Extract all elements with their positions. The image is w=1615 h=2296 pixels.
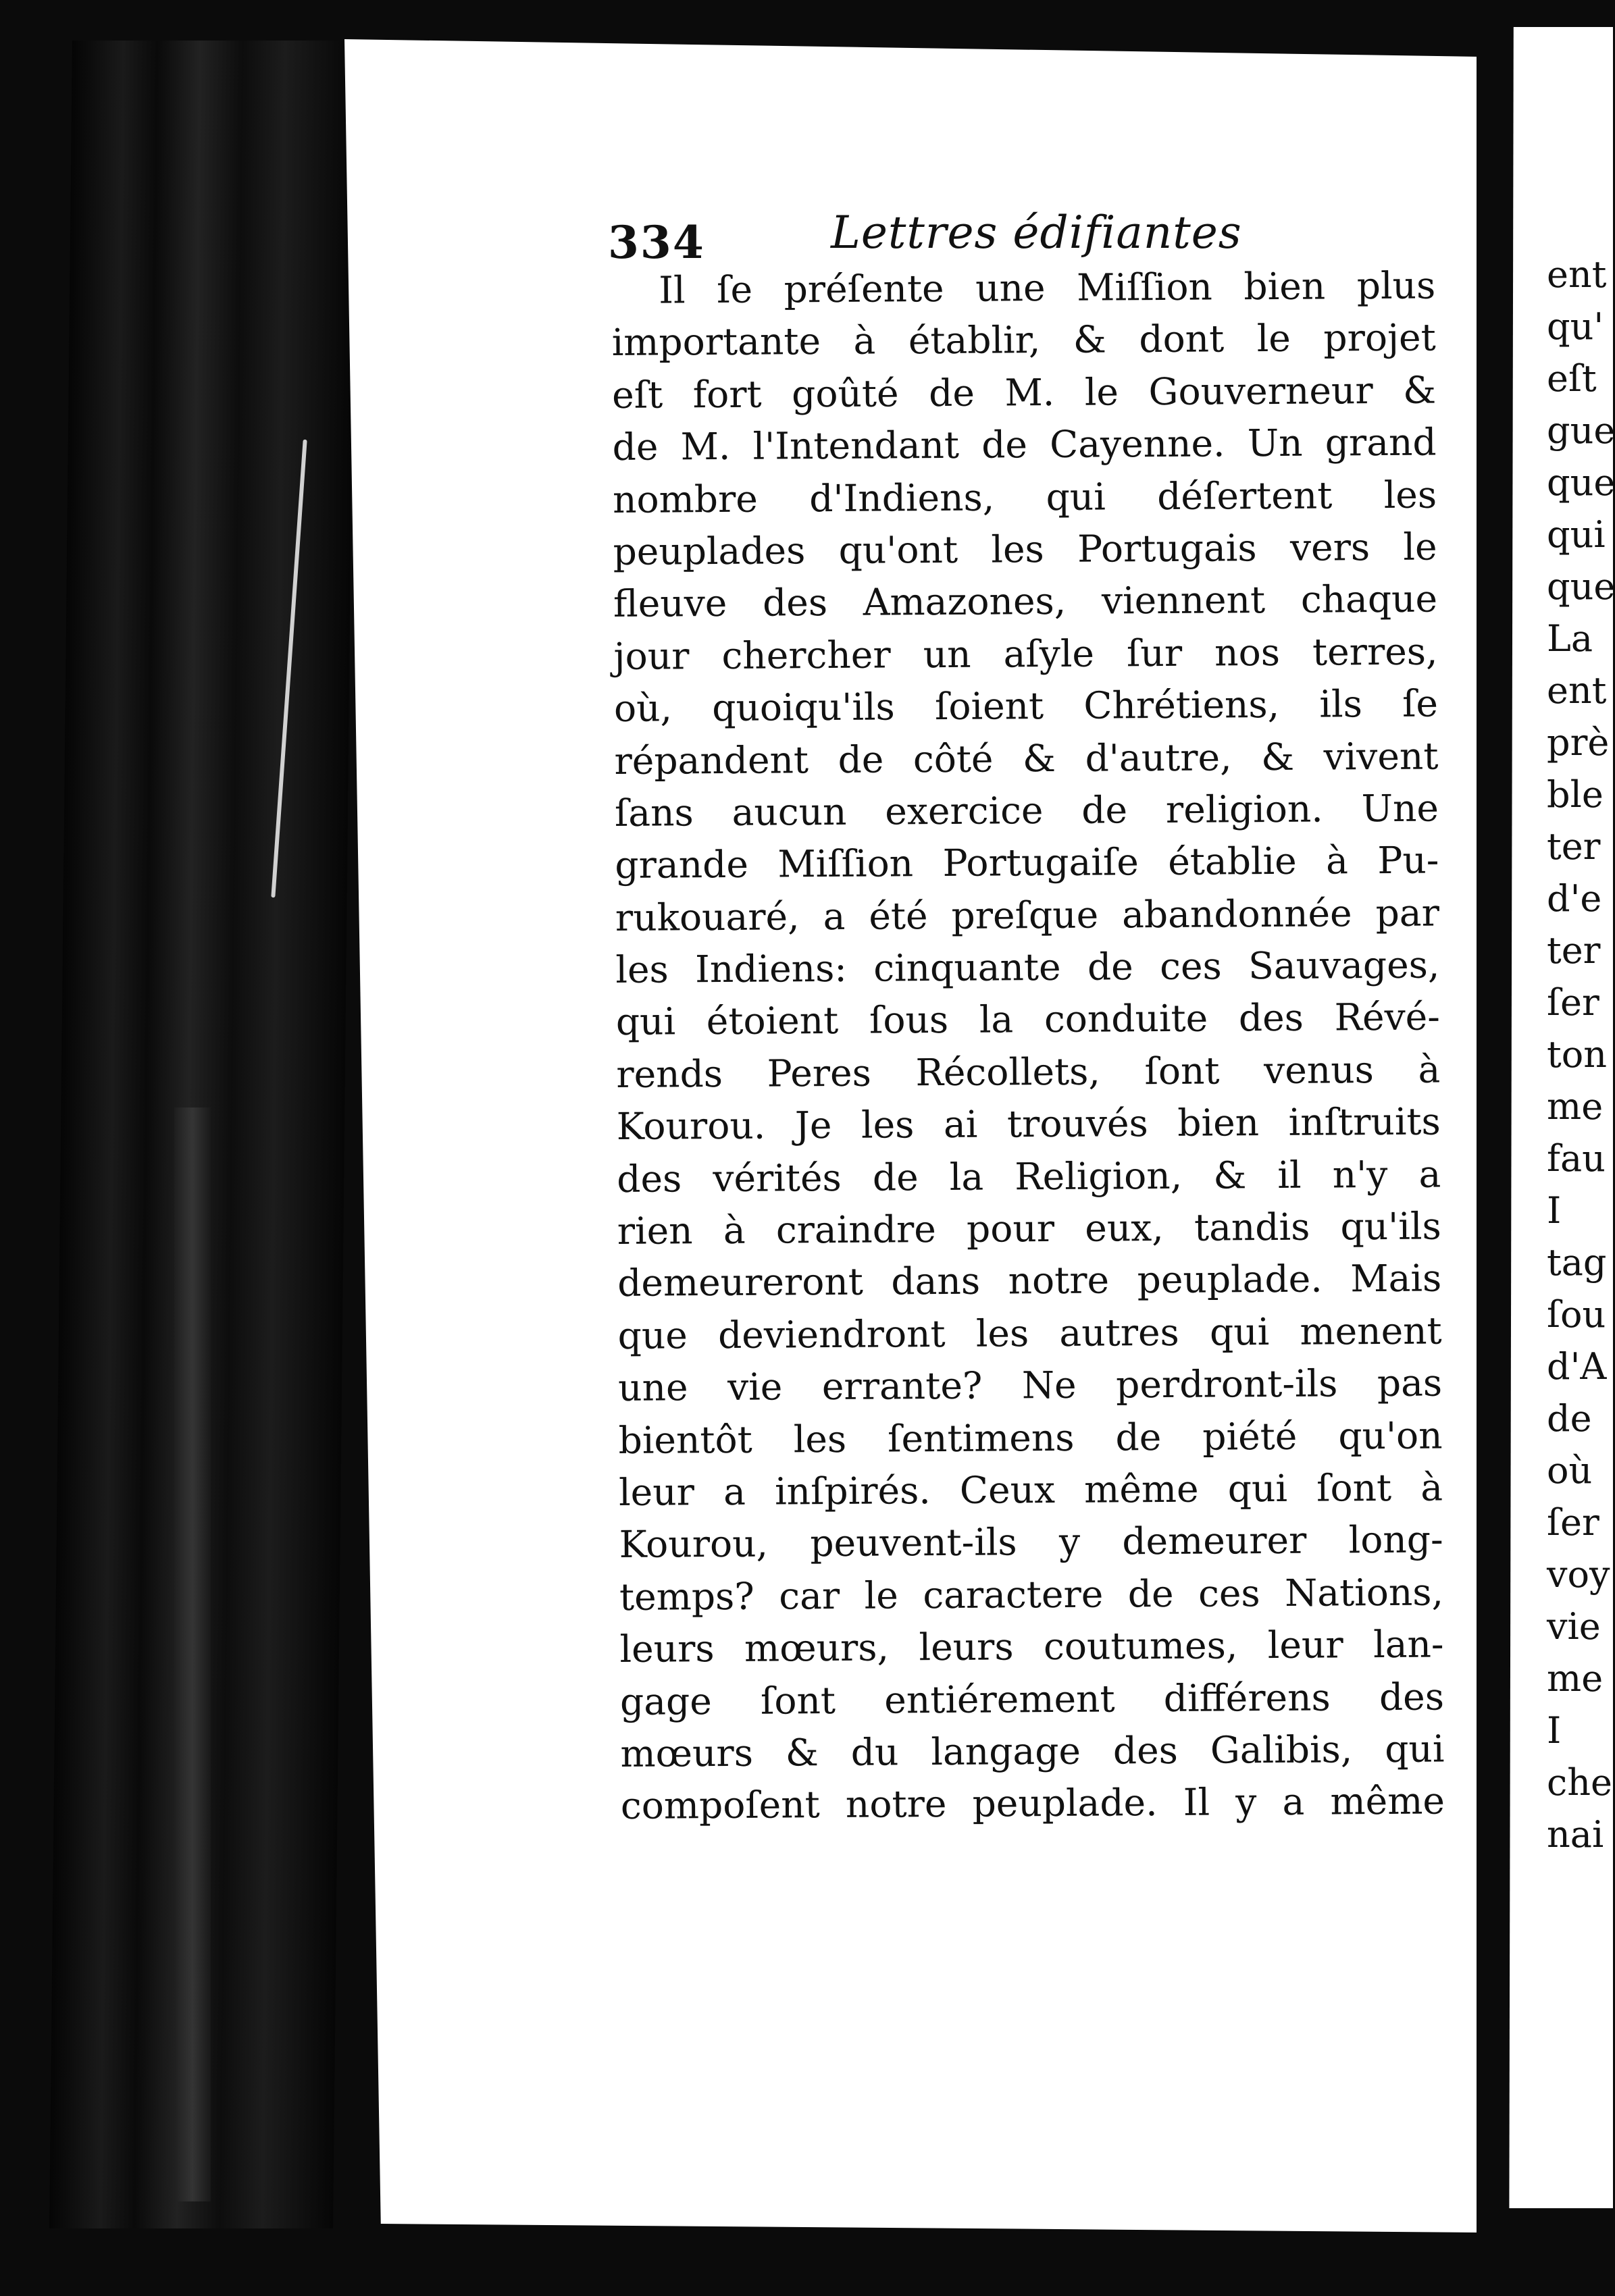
right-page-fragment: vie <box>1547 1605 1601 1648</box>
text-line: que deviendront les autres qui menent <box>617 1309 1442 1357</box>
text-line: où, quoiqu'ils ſoient Chrétiens, ils ſe <box>613 681 1439 731</box>
right-page-fragment: I <box>1547 1189 1562 1232</box>
text-line: eſt fort goûté de M. le Gouverneur & <box>611 368 1437 417</box>
right-page-fragment: I <box>1547 1709 1562 1752</box>
text-line: Kourou, peuvent-ils y demeurer long- <box>619 1517 1443 1567</box>
text-line: grande Miſſion Portugaiſe établie à Pu- <box>615 838 1439 887</box>
text-line: temps? car le caractere de ces Nations, <box>619 1570 1444 1619</box>
right-page-fragment: qui <box>1547 513 1606 556</box>
text-line: compoſent notre peuplade. Il y a même <box>620 1779 1445 1828</box>
page-number: 334 <box>608 216 705 269</box>
right-page-fragment: ter <box>1547 825 1601 868</box>
text-line: peuplades qu'ont les Portugais vers le <box>613 525 1437 573</box>
right-page-fragment: me <box>1547 1085 1604 1128</box>
text-line: rends Peres Récollets, ſont venus à <box>616 1047 1441 1096</box>
right-page-fragment: eſt <box>1547 357 1597 400</box>
right-page-fragment: voy <box>1547 1553 1610 1596</box>
right-page-fragment: fau <box>1547 1137 1606 1180</box>
text-line: qui étoient ſous la conduite des Révé- <box>615 995 1441 1044</box>
text-line: bientôt les ſentimens de piété qu'on <box>618 1413 1443 1462</box>
right-page-fragment: qu' <box>1547 305 1604 348</box>
right-page-fragment: ter <box>1547 929 1601 972</box>
right-page-fragment: me <box>1547 1657 1604 1700</box>
binding-strip <box>174 1107 211 2201</box>
right-page-fragment: d'e <box>1547 877 1602 920</box>
right-page-fragment: ent <box>1547 253 1607 296</box>
text-line: nombre d'Indiens, qui déſertent les <box>612 473 1437 521</box>
page-gutter <box>1477 27 1509 2242</box>
running-title: Lettres édifiantes <box>831 207 1242 259</box>
right-page-fragment: ton <box>1547 1033 1607 1076</box>
text-line: répandent de côté & d'autre, & vivent <box>614 734 1439 783</box>
right-page-fragment: de <box>1547 1397 1592 1440</box>
right-page-fragment: ſer <box>1547 1501 1599 1544</box>
right-page-fragment: ſer <box>1547 981 1599 1024</box>
text-line: rukouaré, a été preſque abandonnée par <box>615 891 1440 939</box>
right-page-fragment: gue <box>1547 409 1615 452</box>
right-page-fragment: La <box>1547 617 1593 660</box>
right-page-fragment: tag <box>1547 1241 1607 1284</box>
text-line: importante à établir, & dont le projet <box>611 315 1436 365</box>
right-page-fragment: d'A <box>1547 1345 1607 1388</box>
text-line: Kourou. Je les ai trouvés bien inſtruits <box>616 1099 1441 1149</box>
right-page-text-fragments <box>1547 249 1615 1860</box>
right-page-fragment: che <box>1547 1761 1612 1804</box>
right-page-fragment: nai <box>1547 1813 1604 1856</box>
text-line: fleuve des Amazones, viennent chaque <box>613 577 1438 626</box>
text-line: des vérités de la Religion, & il n'y a <box>617 1152 1441 1201</box>
text-line: demeureront dans notre peuplade. Mais <box>617 1256 1442 1305</box>
right-page-fragment: que <box>1547 565 1615 608</box>
text-line: Il ſe préſente une Miſſion bien plus <box>659 263 1436 312</box>
text-line: jour chercher un aſyle ſur nos terres, <box>613 629 1438 678</box>
text-line: ſans aucun exercice de religion. Une <box>614 786 1439 835</box>
text-line: mœurs & du langage des Galibis, qui <box>620 1727 1445 1775</box>
text-line: leurs mœurs, leurs coutumes, leur lan- <box>619 1622 1444 1671</box>
right-page-fragment: ent <box>1547 669 1607 712</box>
text-line: de M. l'Intendant de Cayenne. Un grand <box>612 420 1437 469</box>
text-line: les Indiens: cinquante de ces Sauvages, <box>615 943 1440 992</box>
right-page-fragment: ble <box>1547 773 1604 816</box>
page-body <box>611 260 1445 1833</box>
right-page-fragment: que <box>1547 461 1615 504</box>
right-page-fragment: où <box>1547 1449 1593 1492</box>
text-line: gage ſont entiérement différens des <box>619 1675 1445 1723</box>
text-line: une vie errante? Ne perdront-ils pas <box>617 1361 1443 1410</box>
text-line: rien à craindre pour eux, tandis qu'ils <box>617 1204 1441 1253</box>
right-page-fragment: ſou <box>1547 1293 1606 1336</box>
right-page-fragment: prè <box>1547 721 1610 764</box>
text-line: leur a inſpirés. Ceux même qui ſont à <box>618 1465 1443 1514</box>
